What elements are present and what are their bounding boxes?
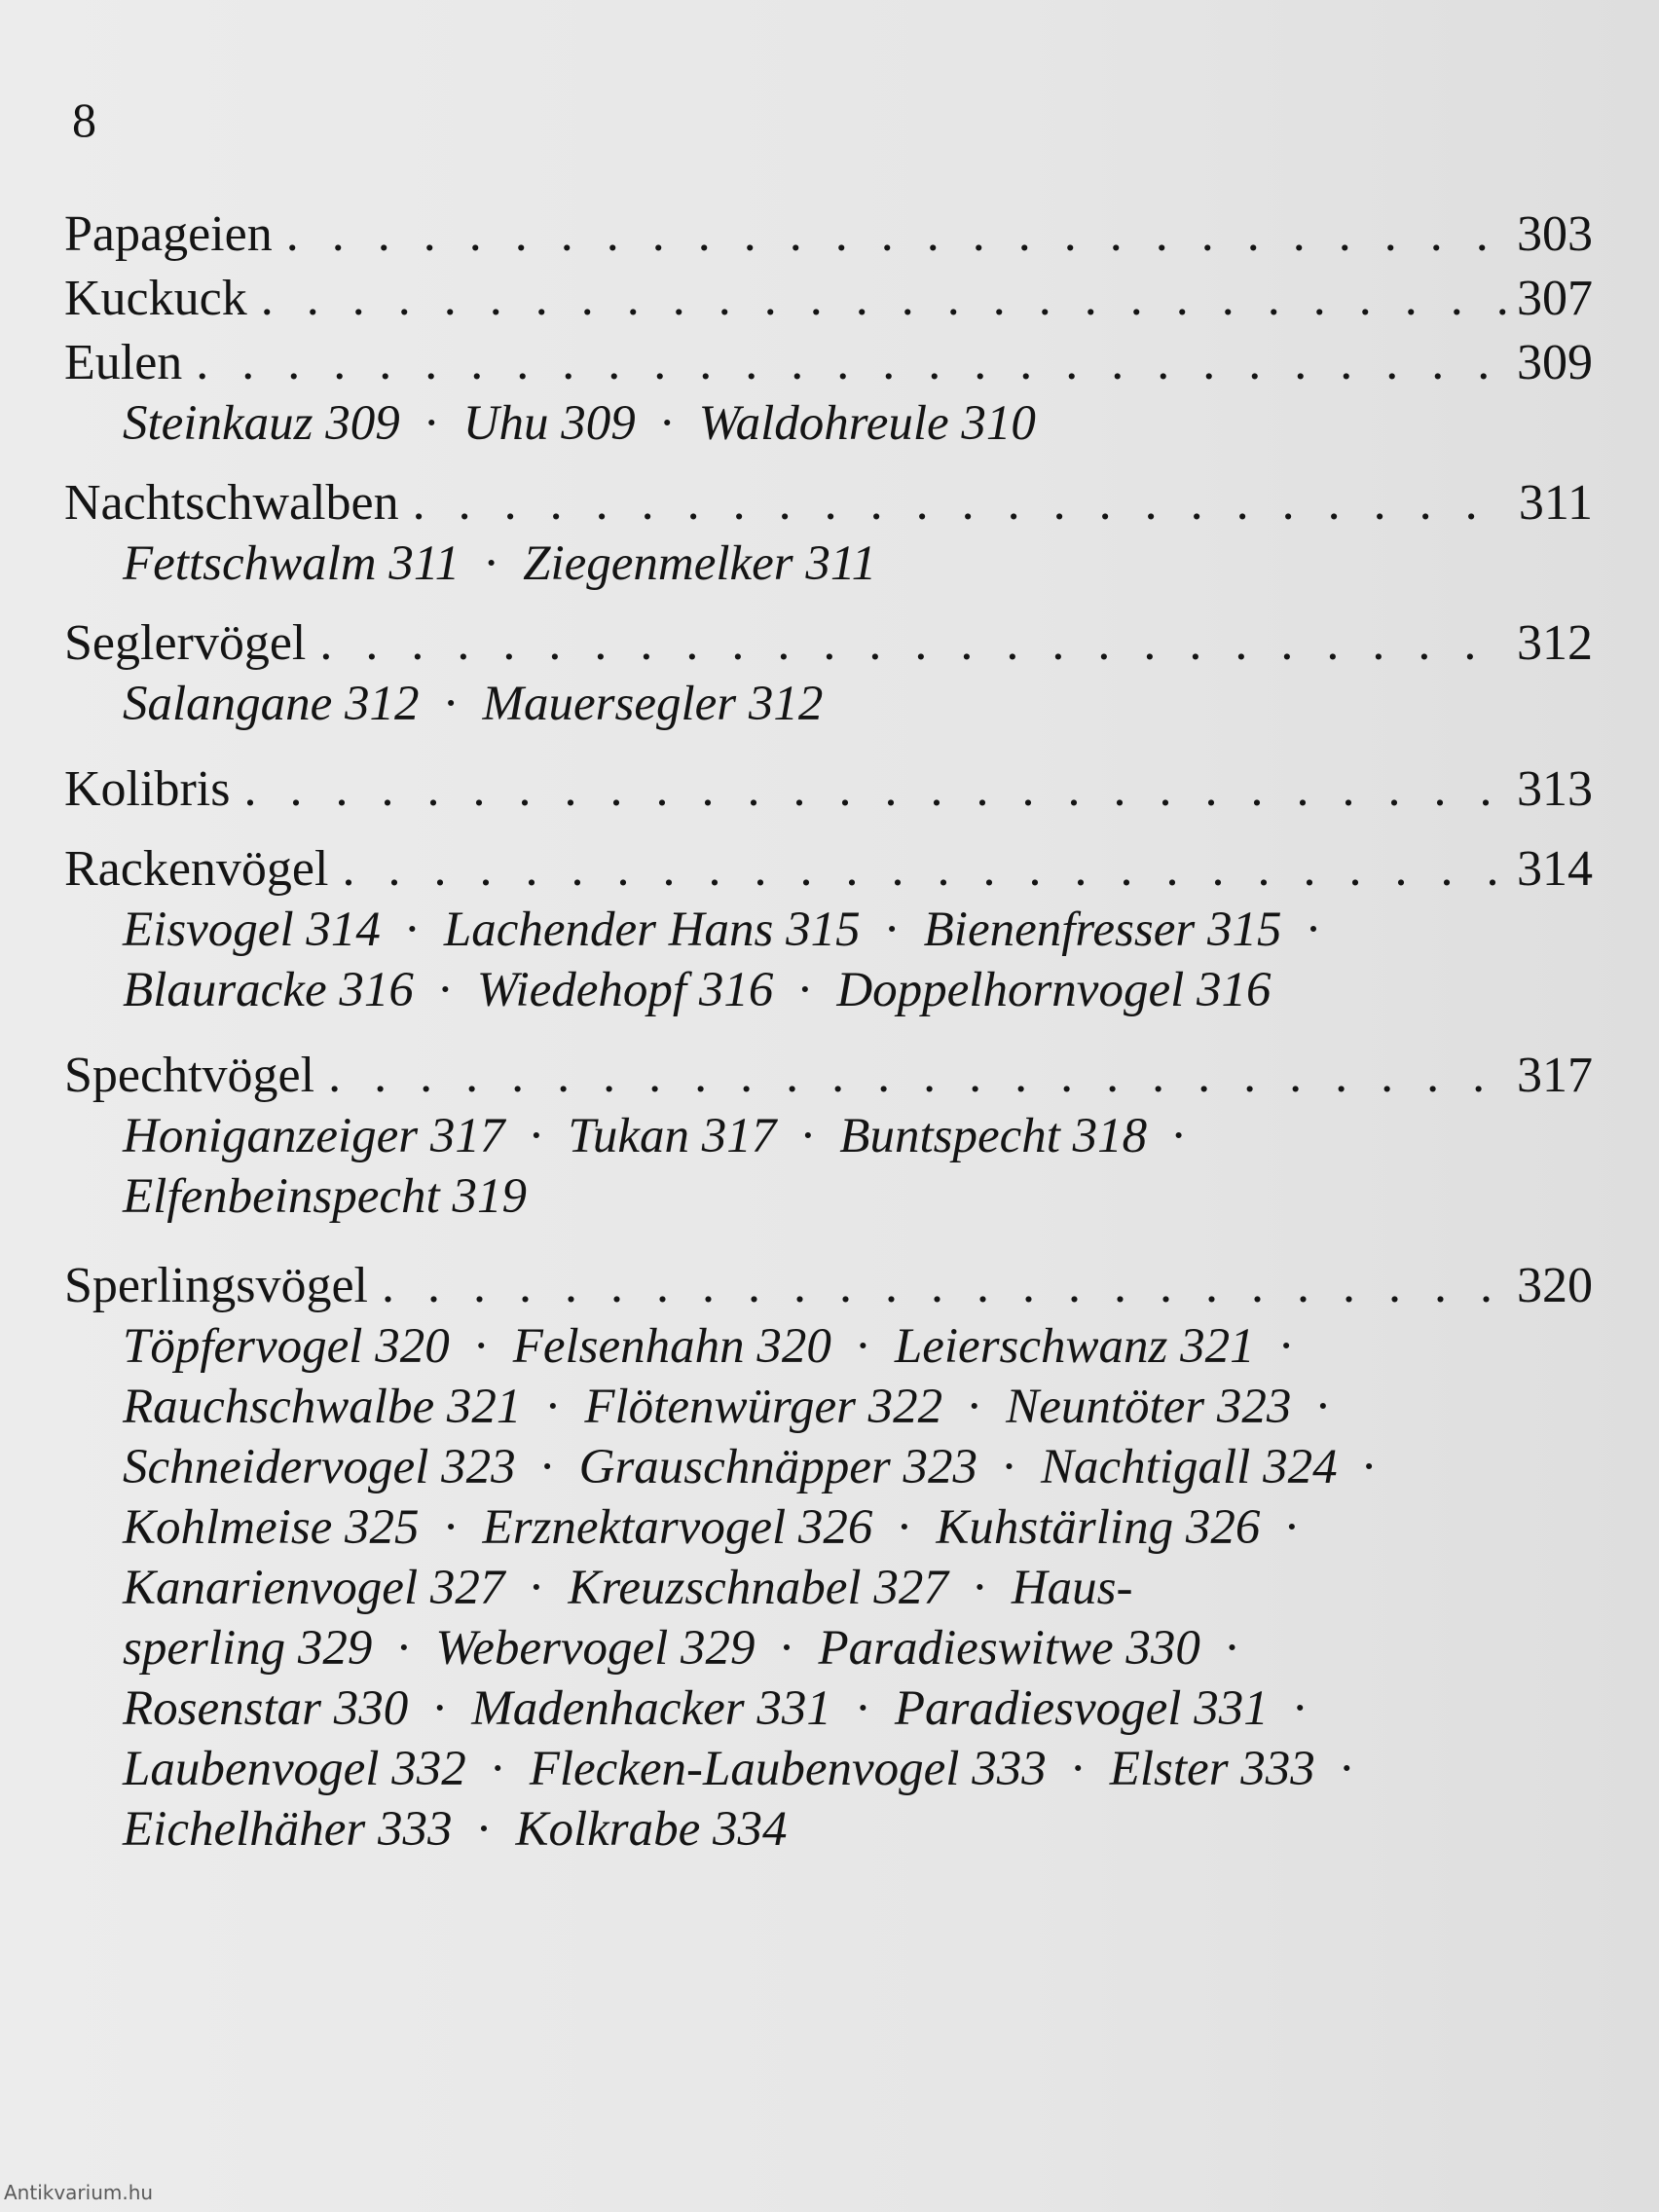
species-row — [123, 1558, 1534, 1618]
species-item: Kohlmeise 325 — [123, 1500, 420, 1555]
toc-entry — [64, 473, 1593, 594]
species-row — [123, 1166, 1534, 1227]
separator-dot: · — [423, 396, 440, 451]
toc-entry-line — [64, 269, 1593, 329]
separator-dot: · — [1277, 1319, 1295, 1374]
separator-dot: · — [442, 677, 460, 731]
entry-page-number: 314 — [1517, 841, 1593, 897]
species-item: Madenhacker 331 — [471, 1681, 831, 1736]
species-row — [123, 1316, 1534, 1377]
separator-dot: · — [475, 1802, 493, 1857]
entry-page-number: 313 — [1517, 761, 1593, 817]
species-row — [123, 393, 1534, 454]
separator-dot: · — [1291, 1681, 1309, 1736]
dot-leader — [328, 1046, 1509, 1106]
species-item: Schneidervogel 323 — [123, 1440, 516, 1494]
separator-dot: · — [854, 1681, 871, 1736]
species-row — [123, 1739, 1534, 1799]
species-list — [123, 900, 1534, 1020]
species-item: Elster 333 — [1109, 1742, 1315, 1796]
species-row — [123, 1799, 1534, 1860]
species-item: Haus- — [1011, 1561, 1133, 1615]
species-item: Töpfervogel 320 — [123, 1319, 450, 1374]
toc-entry — [64, 204, 1593, 265]
species-item: Tukan 317 — [568, 1109, 777, 1163]
separator-dot: · — [1069, 1742, 1087, 1796]
species-item: Kanarienvogel 327 — [123, 1561, 505, 1615]
species-row — [123, 534, 1534, 594]
species-list — [123, 393, 1534, 454]
species-item: Steinkauz 309 — [123, 396, 400, 451]
species-row — [123, 1377, 1534, 1437]
separator-dot: · — [431, 1681, 449, 1736]
toc-entry-line — [64, 204, 1593, 265]
separator-dot: · — [395, 1621, 413, 1676]
separator-dot: · — [442, 1500, 460, 1555]
separator-dot: · — [436, 963, 454, 1017]
toc-entry-line — [64, 613, 1593, 674]
species-item: Kolkrabe 334 — [515, 1802, 788, 1857]
separator-dot: · — [799, 1109, 817, 1163]
species-item: Mauersegler 312 — [482, 677, 824, 731]
species-item: Rosenstar 330 — [123, 1681, 409, 1736]
toc-entry-line — [64, 759, 1593, 820]
toc-entry-line — [64, 333, 1593, 393]
species-row — [123, 1437, 1534, 1497]
dot-leader — [286, 204, 1509, 265]
species-item: Erznektarvogel 326 — [482, 1500, 873, 1555]
species-row — [123, 960, 1534, 1020]
species-row — [123, 1618, 1534, 1678]
species-row — [123, 674, 1534, 734]
species-list — [123, 1106, 1534, 1227]
species-row — [123, 1678, 1534, 1739]
species-item: Leierschwanz 321 — [894, 1319, 1255, 1374]
separator-dot: · — [1314, 1380, 1332, 1434]
separator-dot: · — [854, 1319, 871, 1374]
species-item: Eisvogel 314 — [123, 903, 381, 957]
separator-dot: · — [1283, 1500, 1301, 1555]
separator-dot: · — [403, 903, 421, 957]
species-item: Lachender Hans 315 — [443, 903, 861, 957]
species-item: Flötenwürger 322 — [584, 1380, 943, 1434]
species-list — [123, 1316, 1534, 1860]
entry-page-number: 312 — [1517, 615, 1593, 671]
entry-title: Sperlingsvögel — [64, 1258, 368, 1313]
entry-title: Nachtschwalben — [64, 475, 399, 531]
species-row — [123, 1106, 1534, 1166]
species-item: Webervogel 329 — [435, 1621, 756, 1676]
species-item: Honiganzeiger 317 — [123, 1109, 505, 1163]
species-item: Salangane 312 — [123, 677, 420, 731]
separator-dot: · — [538, 1440, 556, 1494]
species-item: Nachtigall 324 — [1041, 1440, 1338, 1494]
entry-title: Papageien — [64, 206, 273, 262]
species-list — [123, 674, 1534, 734]
separator-dot: · — [1305, 903, 1322, 957]
entry-title: Rackenvögel — [64, 841, 329, 897]
toc-entry — [64, 839, 1593, 1020]
species-item: Doppelhornvogel 316 — [836, 963, 1272, 1017]
separator-dot: · — [896, 1500, 913, 1555]
species-item: Paradieswitwe 330 — [818, 1621, 1200, 1676]
separator-dot: · — [1360, 1440, 1378, 1494]
toc-entry — [64, 269, 1593, 329]
species-item: Grauschnäpper 323 — [578, 1440, 978, 1494]
entry-page-number: 311 — [1518, 475, 1593, 531]
separator-dot: · — [528, 1109, 545, 1163]
separator-dot: · — [483, 536, 500, 591]
watermark: Antikvarium.hu — [4, 2181, 154, 2204]
separator-dot: · — [778, 1621, 795, 1676]
separator-dot: · — [796, 963, 814, 1017]
entry-title: Kuckuck — [64, 271, 247, 326]
species-item: Bienenfresser 315 — [923, 903, 1282, 957]
toc-entry — [64, 613, 1593, 734]
toc-entry-line — [64, 839, 1593, 900]
dot-leader — [342, 839, 1509, 900]
toc-entry-line — [64, 473, 1593, 534]
species-item: Fettschwalm 311 — [123, 536, 461, 591]
toc-entry — [64, 333, 1593, 454]
separator-dot: · — [472, 1319, 490, 1374]
dot-leader — [261, 269, 1509, 329]
species-item: Rauchschwalbe 321 — [123, 1380, 522, 1434]
entry-page-number: 320 — [1517, 1258, 1593, 1313]
species-item: Uhu 309 — [462, 396, 636, 451]
page-number: 8 — [72, 92, 96, 147]
species-item: Blauracke 316 — [123, 963, 414, 1017]
table-of-contents — [64, 204, 1593, 1860]
entry-title: Spechtvögel — [64, 1048, 315, 1103]
separator-dot: · — [971, 1561, 988, 1615]
species-item: sperling 329 — [123, 1621, 373, 1676]
species-item: Kuhstärling 326 — [936, 1500, 1261, 1555]
species-list — [123, 534, 1534, 594]
dot-leader — [382, 1256, 1509, 1316]
species-item: Flecken-Laubenvogel 333 — [529, 1742, 1047, 1796]
species-item: Ziegenmelker 311 — [523, 536, 877, 591]
separator-dot: · — [658, 396, 676, 451]
entry-page-number: 309 — [1517, 335, 1593, 390]
species-item: Laubenvogel 332 — [123, 1742, 466, 1796]
separator-dot: · — [489, 1742, 506, 1796]
separator-dot: · — [528, 1561, 545, 1615]
species-item: Wiedehopf 316 — [476, 963, 774, 1017]
entry-title: Kolibris — [64, 761, 231, 817]
toc-entry — [64, 759, 1593, 820]
dot-leader — [413, 473, 1511, 534]
species-item: Elfenbeinspecht 319 — [123, 1169, 527, 1224]
entry-page-number: 303 — [1517, 206, 1593, 262]
entry-title: Seglervögel — [64, 615, 307, 671]
dot-leader — [196, 333, 1509, 393]
species-item: Buntspecht 318 — [839, 1109, 1148, 1163]
toc-entry — [64, 1046, 1593, 1227]
dot-leader — [319, 613, 1509, 674]
separator-dot: · — [883, 903, 901, 957]
toc-entry-line — [64, 1256, 1593, 1316]
species-row — [123, 1497, 1534, 1558]
separator-dot: · — [1001, 1440, 1017, 1494]
separator-dot: · — [1223, 1621, 1240, 1676]
entry-page-number: 317 — [1517, 1048, 1593, 1103]
species-item: Paradiesvogel 331 — [894, 1681, 1269, 1736]
toc-entry-line — [64, 1046, 1593, 1106]
entry-title: Eulen — [64, 335, 183, 390]
separator-dot: · — [966, 1380, 983, 1434]
species-item: Eichelhäher 333 — [123, 1802, 453, 1857]
species-item: Felsenhahn 320 — [512, 1319, 831, 1374]
separator-dot: · — [1338, 1742, 1355, 1796]
species-item: Neuntöter 323 — [1006, 1380, 1292, 1434]
species-item: Waldohreule 310 — [698, 396, 1036, 451]
species-row — [123, 900, 1534, 960]
toc-entry — [64, 1256, 1593, 1860]
entry-page-number: 307 — [1517, 271, 1593, 326]
separator-dot: · — [544, 1380, 562, 1434]
dot-leader — [243, 759, 1509, 820]
separator-dot: · — [1170, 1109, 1188, 1163]
species-item: Kreuzschnabel 327 — [568, 1561, 948, 1615]
